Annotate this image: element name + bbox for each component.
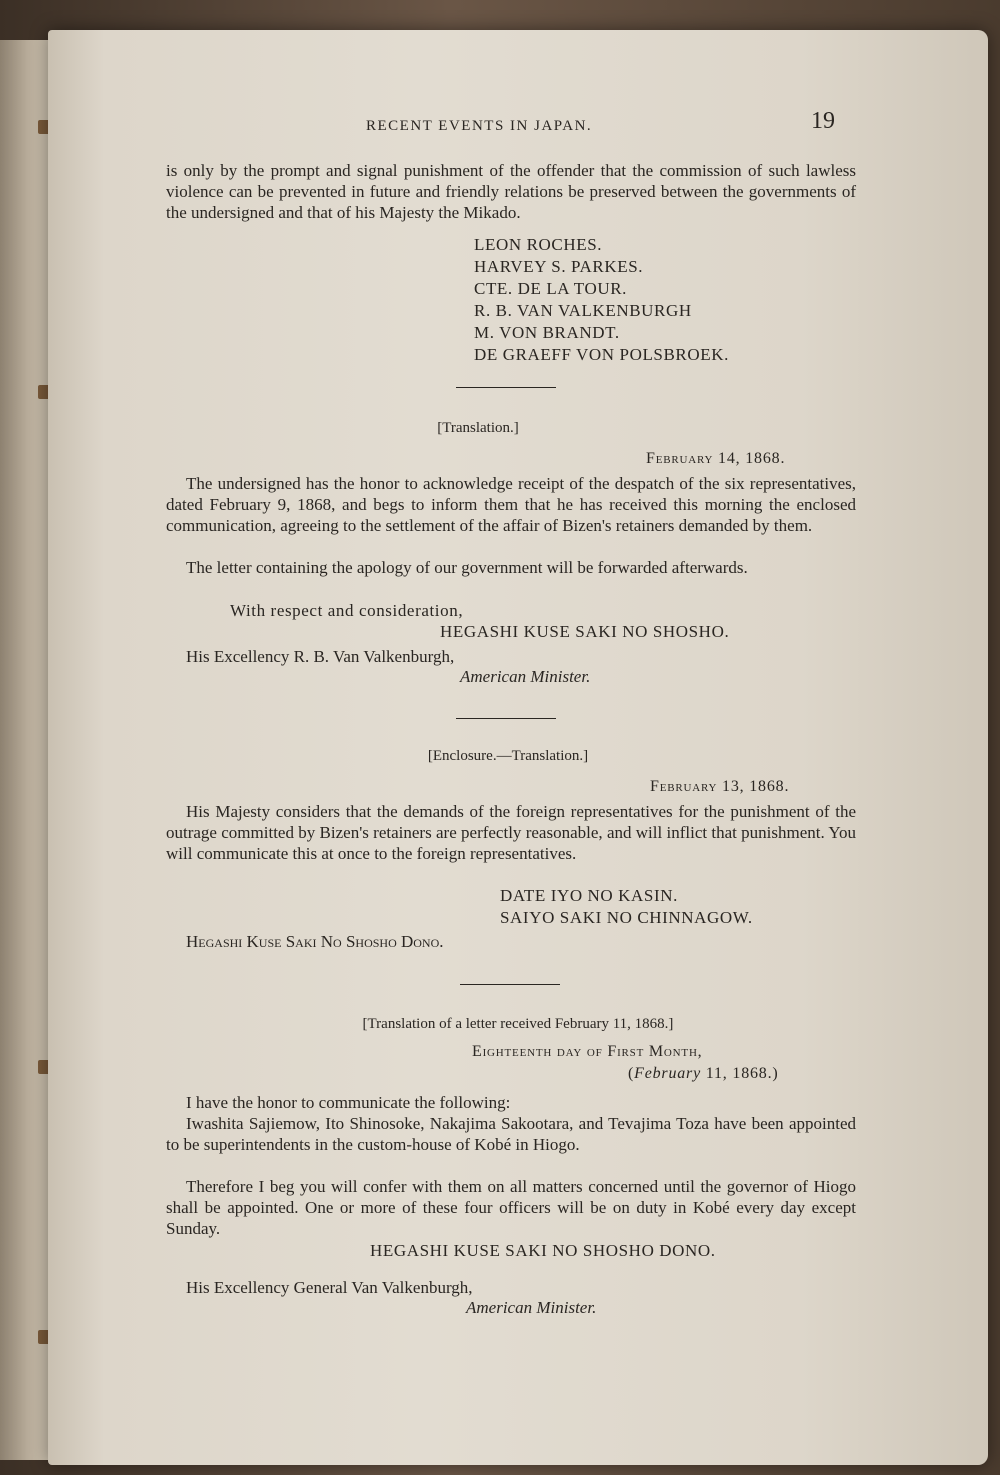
signatory: LEON ROCHES. bbox=[474, 235, 603, 254]
signatory: DE GRAEFF VON POLSBROEK. bbox=[474, 345, 729, 364]
running-head: RECENT EVENTS IN JAPAN. bbox=[366, 118, 593, 134]
page-number: 19 bbox=[811, 108, 835, 134]
document-page bbox=[48, 30, 988, 1465]
letter-paragraph: I have the honor to communicate the following: bbox=[186, 1093, 511, 1112]
letter-addressee: His Excellency General Van Valkenburgh, bbox=[186, 1278, 473, 1297]
letter-paragraph: Iwashita Sajiemow, Ito Shinosoke, Nakajima Sakootara, and Tevajima Toza have been appointed to be superintendents in the custom-house of Kobé in Hiogo. bbox=[166, 1114, 856, 1154]
section-heading: [Translation.] bbox=[437, 420, 519, 436]
letter-signature: DATE IYO NO KASIN. bbox=[500, 886, 678, 905]
letter-signature: HEGASHI KUSE SAKI NO SHOSHO. bbox=[440, 622, 730, 641]
letter-paragraph: His Majesty considers that the demands of the foreign representatives for the punishment of the outrage committed by Bizen's retainers are perfectly reasonable, and will inflict that punishment. You will communicate this at once to the foreign representatives. bbox=[166, 802, 856, 863]
letter-paragraph: The undersigned has the honor to acknowledge receipt of the despatch of the six representatives, dated February 9, 1868, and begs to inform them that he has received this morning the enclosed communication, agreeing to the settlement of the affair of Bizen's retainers demanded by them. bbox=[166, 474, 856, 535]
section-divider bbox=[456, 387, 556, 388]
addressee-title: American Minister. bbox=[460, 667, 591, 686]
letter-signature: SAIYO SAKI NO CHINNAGOW. bbox=[500, 908, 753, 927]
opening-paragraph: is only by the prompt and signal punishment of the offender that the commission of such lawless violence can be prevented in future and friendly relations be preserved between the governments of the undersigned and that of his Majesty the Mikado. bbox=[166, 161, 856, 222]
letter-addressee: Hegashi Kuse Saki No Shosho Dono. bbox=[186, 932, 444, 951]
section-heading: [Enclosure.—Translation.] bbox=[427, 748, 589, 764]
letter-date-secondary: (February 11, 1868.) bbox=[628, 1065, 779, 1082]
section-divider bbox=[460, 984, 560, 985]
signatory: M. VON BRANDT. bbox=[474, 323, 620, 342]
letter-paragraph: The letter containing the apology of our government will be forwarded afterwards. bbox=[186, 558, 748, 577]
letter-paragraph: Therefore I beg you will confer with them on all matters concerned until the governor of Hiogo shall be appointed. One or more of these four officers will be on duty in Kobé every day except Sunday. bbox=[166, 1177, 856, 1238]
addressee-title: American Minister. bbox=[466, 1298, 597, 1317]
letter-date: February 14, 1868. bbox=[646, 450, 786, 467]
section-heading: [Translation of a letter received February 11, 1868.] bbox=[362, 1016, 674, 1032]
letter-date: Eighteenth day of First Month, bbox=[472, 1043, 703, 1060]
letter-date: February 13, 1868. bbox=[650, 778, 790, 795]
signatory: HARVEY S. PARKES. bbox=[474, 257, 644, 276]
signatory: CTE. DE LA TOUR. bbox=[474, 279, 628, 298]
letter-signature: HEGASHI KUSE SAKI NO SHOSHO DONO. bbox=[370, 1241, 716, 1260]
letter-closing: With respect and consideration, bbox=[230, 601, 464, 620]
signatory: R. B. VAN VALKENBURGH bbox=[474, 301, 692, 320]
letter-addressee: His Excellency R. B. Van Valkenburgh, bbox=[186, 647, 455, 666]
section-divider bbox=[456, 718, 556, 719]
